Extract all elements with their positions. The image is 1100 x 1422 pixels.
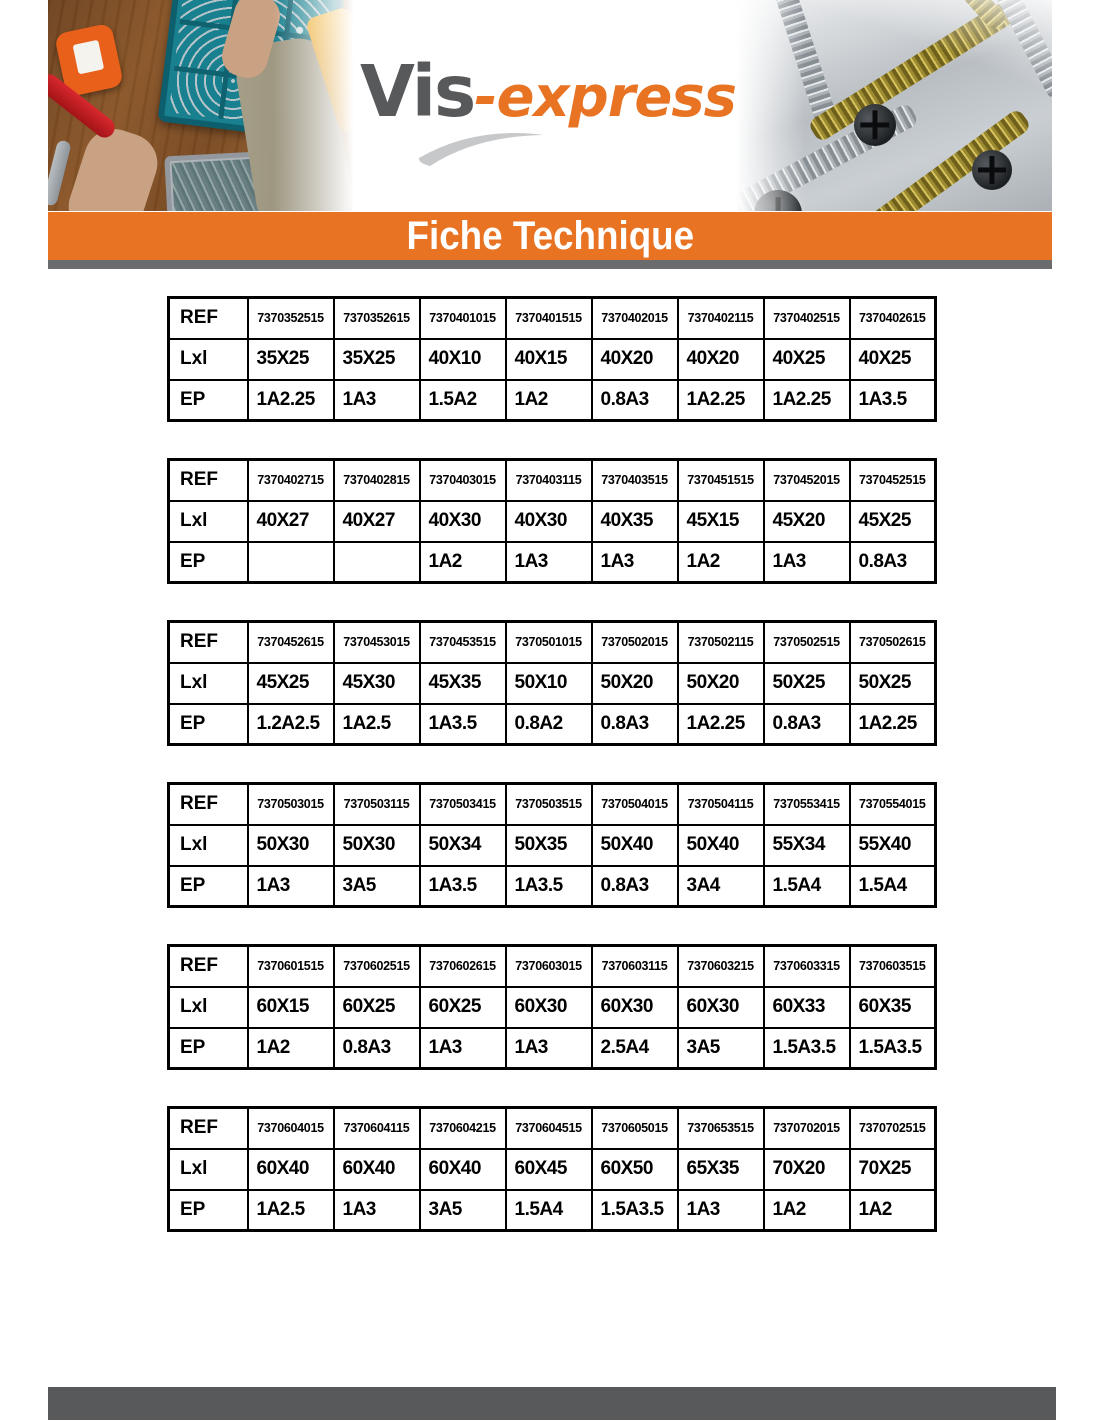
ref-row <box>169 298 936 339</box>
ep-cell: 1A3 <box>248 866 334 907</box>
ref-row <box>169 622 936 663</box>
ref-cell: 7370603315 <box>764 946 850 987</box>
ref-cell: 7370502115 <box>678 622 764 663</box>
divider-strip <box>48 260 1052 269</box>
ref-cell: 7370504015 <box>592 784 678 825</box>
logo-text-vis: Vis <box>359 50 475 133</box>
lxl-cell: 40X27 <box>334 501 420 542</box>
ep-cell: 3A5 <box>420 1190 506 1231</box>
lxl-cell: 50X25 <box>764 663 850 704</box>
brand-logo <box>360 0 736 211</box>
lxl-cell: 40X20 <box>592 339 678 380</box>
ep-cell: 1.5A4 <box>506 1190 592 1231</box>
lxl-cell: 45X15 <box>678 501 764 542</box>
ep-row <box>169 380 936 421</box>
ep-cell <box>334 542 420 583</box>
ref-cell: 7370502015 <box>592 622 678 663</box>
lxl-cell: 50X34 <box>420 825 506 866</box>
photo-fade-overlay <box>48 0 360 211</box>
lxl-cell: 60X50 <box>592 1149 678 1190</box>
lxl-row <box>169 339 936 380</box>
ref-cell: 7370453015 <box>334 622 420 663</box>
ep-cell: 0.8A3 <box>592 704 678 745</box>
lxl-cell: 40X30 <box>420 501 506 542</box>
ep-cell: 1.5A2 <box>420 380 506 421</box>
header <box>48 0 1052 211</box>
row-label: REF <box>169 622 248 663</box>
lxl-cell: 35X25 <box>334 339 420 380</box>
workbench-photo <box>48 0 360 211</box>
ref-cell: 7370702015 <box>764 1108 850 1149</box>
ref-cell: 7370603515 <box>850 946 936 987</box>
ep-cell: 1.5A4 <box>850 866 936 907</box>
ep-row <box>169 1028 936 1069</box>
lxl-cell: 60X30 <box>506 987 592 1028</box>
lxl-cell: 40X10 <box>420 339 506 380</box>
ref-cell: 7370452515 <box>850 460 936 501</box>
lxl-cell: 40X35 <box>592 501 678 542</box>
ep-cell: 1A2.25 <box>850 704 936 745</box>
lxl-cell: 65X35 <box>678 1149 764 1190</box>
ref-cell: 7370601515 <box>248 946 334 987</box>
lxl-cell: 60X30 <box>678 987 764 1028</box>
ep-cell: 1A3 <box>506 542 592 583</box>
ref-cell: 7370502515 <box>764 622 850 663</box>
ep-row <box>169 542 936 583</box>
ep-cell: 1A2 <box>678 542 764 583</box>
ref-cell: 7370402015 <box>592 298 678 339</box>
ref-cell: 7370605015 <box>592 1108 678 1149</box>
ep-row <box>169 704 936 745</box>
ref-cell: 7370503515 <box>506 784 592 825</box>
ref-cell: 7370604015 <box>248 1108 334 1149</box>
lxl-cell: 45X25 <box>248 663 334 704</box>
ep-cell: 1.5A3.5 <box>764 1028 850 1069</box>
row-label: EP <box>169 380 248 421</box>
lxl-cell: 60X25 <box>420 987 506 1028</box>
spec-table-3 <box>167 620 937 746</box>
ref-cell: 7370604515 <box>506 1108 592 1149</box>
logo-text <box>360 50 736 133</box>
ref-cell: 7370402815 <box>334 460 420 501</box>
spec-table-1 <box>167 296 937 422</box>
ref-cell: 7370603015 <box>506 946 592 987</box>
ep-cell: 0.8A3 <box>592 866 678 907</box>
ep-cell: 1A2 <box>420 542 506 583</box>
ref-row <box>169 946 936 987</box>
row-label: REF <box>169 946 248 987</box>
row-label: Lxl <box>169 825 248 866</box>
ref-cell: 7370352515 <box>248 298 334 339</box>
ref-cell: 7370451515 <box>678 460 764 501</box>
row-label: EP <box>169 1190 248 1231</box>
lxl-cell: 70X25 <box>850 1149 936 1190</box>
lxl-cell: 60X40 <box>248 1149 334 1190</box>
lxl-cell: 40X27 <box>248 501 334 542</box>
lxl-cell: 50X30 <box>248 825 334 866</box>
ep-cell: 1A2.25 <box>678 704 764 745</box>
row-label: EP <box>169 704 248 745</box>
lxl-cell: 60X40 <box>334 1149 420 1190</box>
row-label: REF <box>169 784 248 825</box>
ep-cell: 1A2 <box>506 380 592 421</box>
ref-cell: 7370403115 <box>506 460 592 501</box>
ep-cell: 3A4 <box>678 866 764 907</box>
ep-cell: 1A3.5 <box>850 380 936 421</box>
row-label: REF <box>169 298 248 339</box>
ep-cell: 1A3 <box>592 542 678 583</box>
ref-cell: 7370602615 <box>420 946 506 987</box>
ep-cell: 1A2.5 <box>248 1190 334 1231</box>
lxl-cell: 55X40 <box>850 825 936 866</box>
row-label: Lxl <box>169 339 248 380</box>
lxl-cell: 60X35 <box>850 987 936 1028</box>
ref-cell: 7370403515 <box>592 460 678 501</box>
spec-table-5 <box>167 944 937 1070</box>
ref-cell: 7370604115 <box>334 1108 420 1149</box>
ep-cell: 1A3.5 <box>506 866 592 907</box>
lxl-cell: 40X25 <box>850 339 936 380</box>
lxl-row <box>169 663 936 704</box>
lxl-cell: 45X35 <box>420 663 506 704</box>
ep-row <box>169 866 936 907</box>
lxl-cell: 40X25 <box>764 339 850 380</box>
ep-cell: 1A3 <box>334 380 420 421</box>
row-label: REF <box>169 460 248 501</box>
lxl-row <box>169 987 936 1028</box>
screws-photo <box>736 0 1052 211</box>
ref-cell: 7370553415 <box>764 784 850 825</box>
ep-cell: 3A5 <box>334 866 420 907</box>
spec-table-6 <box>167 1106 937 1232</box>
ep-cell <box>248 542 334 583</box>
footer-bar <box>48 1387 1056 1420</box>
ep-cell: 1A3 <box>420 1028 506 1069</box>
lxl-cell: 60X40 <box>420 1149 506 1190</box>
ref-cell: 7370702515 <box>850 1108 936 1149</box>
ep-cell: 1.5A3.5 <box>850 1028 936 1069</box>
ref-cell: 7370504115 <box>678 784 764 825</box>
lxl-row <box>169 1149 936 1190</box>
row-label: Lxl <box>169 501 248 542</box>
ref-cell: 7370501015 <box>506 622 592 663</box>
ref-cell: 7370453515 <box>420 622 506 663</box>
lxl-row <box>169 501 936 542</box>
ep-cell: 1A3.5 <box>420 866 506 907</box>
ref-cell: 7370503015 <box>248 784 334 825</box>
ref-cell: 7370602515 <box>334 946 420 987</box>
lxl-cell: 50X10 <box>506 663 592 704</box>
lxl-cell: 40X15 <box>506 339 592 380</box>
ep-cell: 1A2.25 <box>764 380 850 421</box>
ep-cell: 1A3 <box>506 1028 592 1069</box>
ref-cell: 7370653515 <box>678 1108 764 1149</box>
row-label: Lxl <box>169 663 248 704</box>
logo-swoosh-icon <box>416 128 548 168</box>
lxl-cell: 45X30 <box>334 663 420 704</box>
row-label: EP <box>169 866 248 907</box>
page-title: Fiche Technique <box>406 213 694 258</box>
lxl-cell: 50X20 <box>592 663 678 704</box>
lxl-row <box>169 825 936 866</box>
ep-cell: 0.8A3 <box>850 542 936 583</box>
lxl-cell: 50X35 <box>506 825 592 866</box>
ep-cell: 0.8A3 <box>592 380 678 421</box>
ep-cell: 1A2.25 <box>248 380 334 421</box>
ep-cell: 3A5 <box>678 1028 764 1069</box>
ref-cell: 7370402615 <box>850 298 936 339</box>
photo-fade-overlay <box>736 0 1052 211</box>
lxl-cell: 60X30 <box>592 987 678 1028</box>
ref-row <box>169 784 936 825</box>
ep-cell: 0.8A2 <box>506 704 592 745</box>
ref-cell: 7370401515 <box>506 298 592 339</box>
lxl-cell: 55X34 <box>764 825 850 866</box>
ep-cell: 1A2.25 <box>678 380 764 421</box>
ep-cell: 1A3 <box>764 542 850 583</box>
lxl-cell: 60X33 <box>764 987 850 1028</box>
ref-cell: 7370402515 <box>764 298 850 339</box>
row-label: REF <box>169 1108 248 1149</box>
ref-row <box>169 460 936 501</box>
ep-cell: 1A2.5 <box>334 704 420 745</box>
title-banner <box>48 212 1052 260</box>
row-label: Lxl <box>169 987 248 1028</box>
ep-cell: 1A2 <box>764 1190 850 1231</box>
row-label: EP <box>169 542 248 583</box>
ep-cell: 2.5A4 <box>592 1028 678 1069</box>
ref-cell: 7370352615 <box>334 298 420 339</box>
ep-cell: 1A3.5 <box>420 704 506 745</box>
ep-row <box>169 1190 936 1231</box>
ref-cell: 7370603215 <box>678 946 764 987</box>
ref-cell: 7370401015 <box>420 298 506 339</box>
ref-row <box>169 1108 936 1149</box>
lxl-cell: 50X25 <box>850 663 936 704</box>
ep-cell: 1.5A3.5 <box>592 1190 678 1231</box>
ep-cell: 1A2 <box>248 1028 334 1069</box>
lxl-cell: 50X40 <box>678 825 764 866</box>
ref-cell: 7370603115 <box>592 946 678 987</box>
ep-cell: 0.8A3 <box>764 704 850 745</box>
ref-cell: 7370402715 <box>248 460 334 501</box>
ref-cell: 7370503115 <box>334 784 420 825</box>
lxl-cell: 50X30 <box>334 825 420 866</box>
lxl-cell: 50X20 <box>678 663 764 704</box>
ref-cell: 7370554015 <box>850 784 936 825</box>
logo-text-express: -express <box>474 65 737 130</box>
lxl-cell: 60X45 <box>506 1149 592 1190</box>
lxl-cell: 40X30 <box>506 501 592 542</box>
ep-cell: 1.5A4 <box>764 866 850 907</box>
spec-table-2 <box>167 458 937 584</box>
lxl-cell: 45X25 <box>850 501 936 542</box>
lxl-cell: 60X25 <box>334 987 420 1028</box>
ep-cell: 0.8A3 <box>334 1028 420 1069</box>
ep-cell: 1A3 <box>678 1190 764 1231</box>
ref-cell: 7370402115 <box>678 298 764 339</box>
tables-section <box>167 296 937 1268</box>
ep-cell: 1A2 <box>850 1190 936 1231</box>
ref-cell: 7370502615 <box>850 622 936 663</box>
lxl-cell: 40X20 <box>678 339 764 380</box>
ep-cell: 1.2A2.5 <box>248 704 334 745</box>
ref-cell: 7370452615 <box>248 622 334 663</box>
row-label: EP <box>169 1028 248 1069</box>
lxl-cell: 60X15 <box>248 987 334 1028</box>
ref-cell: 7370452015 <box>764 460 850 501</box>
ref-cell: 7370604215 <box>420 1108 506 1149</box>
ref-cell: 7370503415 <box>420 784 506 825</box>
spec-table-4 <box>167 782 937 908</box>
lxl-cell: 35X25 <box>248 339 334 380</box>
lxl-cell: 50X40 <box>592 825 678 866</box>
lxl-cell: 45X20 <box>764 501 850 542</box>
row-label: Lxl <box>169 1149 248 1190</box>
lxl-cell: 70X20 <box>764 1149 850 1190</box>
ep-cell: 1A3 <box>334 1190 420 1231</box>
ref-cell: 7370403015 <box>420 460 506 501</box>
